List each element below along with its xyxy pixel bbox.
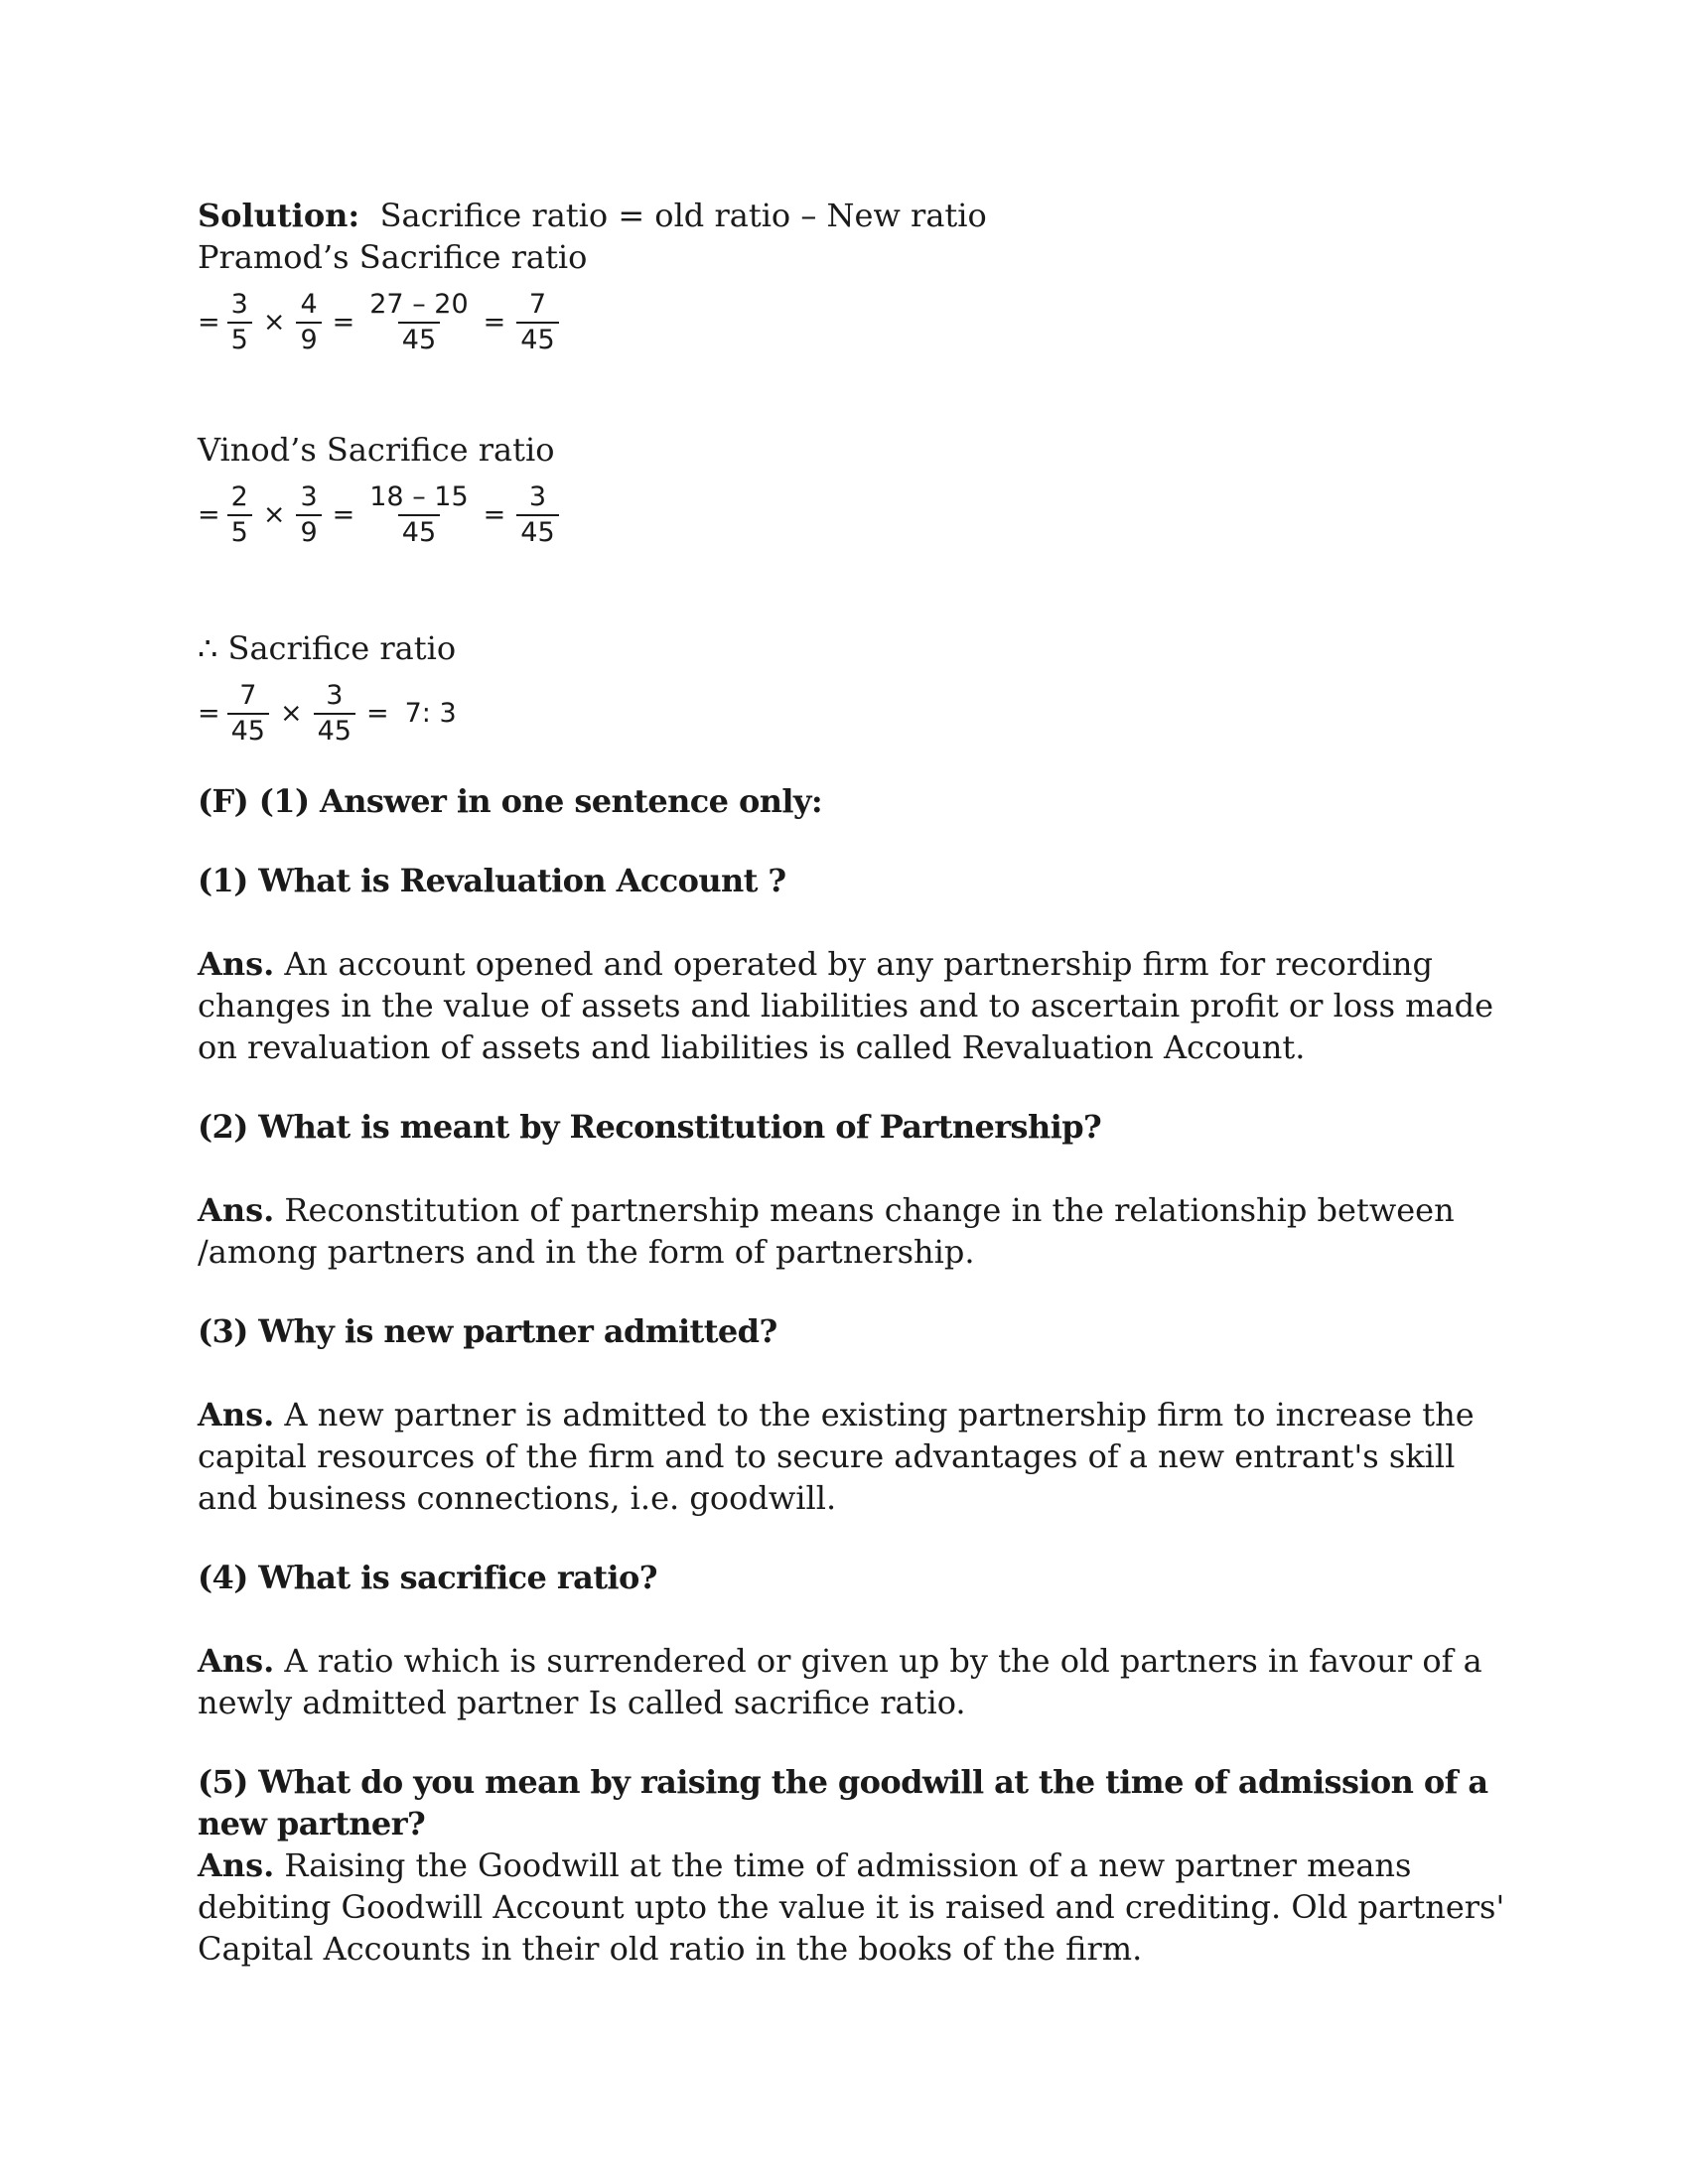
ans-label: Ans. [198,1642,275,1680]
denominator: 45 [398,514,440,550]
denominator: 45 [398,322,440,357]
vinod-heading: Vinod’s Sacrifice ratio [198,431,555,469]
equals-sign: = [365,698,389,729]
equals-sign: = [483,499,506,530]
document-page [198,195,1518,1970]
answer-5 [198,1844,1518,1970]
fraction [365,480,472,550]
answer-text: Reconstitution of partnership means change in the relationship between /among partners and in the form of partnership. [198,1191,1455,1271]
equals-sign: = [198,499,220,530]
solution-formula: Sacrifice ratio = old ratio – New ratio [379,197,987,234]
numerator: 3 [326,680,344,711]
answer-4 [198,1640,1518,1723]
numerator: 4 [300,289,318,320]
vinod-equation [198,471,1518,560]
answer-3 [198,1394,1518,1519]
ans-label: Ans. [198,1846,275,1884]
denominator: 45 [314,713,355,749]
denominator: 5 [227,514,252,550]
fraction [296,288,321,357]
pramod-equation [198,278,1518,367]
answer-text: An account opened and operated by any partnership firm for recording changes in the value of assets and liabilities and to ascertain profit or loss made on revaluation of assets and liabilities is called Revaluation Account. [198,945,1493,1066]
times-sign: × [262,499,286,530]
equals-sign: = [483,307,506,338]
answer-1 [198,943,1518,1068]
numerator: 27 – 20 [369,289,469,320]
fraction [227,679,269,749]
numerator: 7 [528,289,547,320]
solution-label: Solution: [198,197,360,234]
answer-text: A ratio which is surrendered or given up by the old partners in favour of a newly admitted partner Is called sacrifice ratio. [198,1642,1482,1721]
denominator: 5 [227,322,252,357]
times-sign: × [279,698,303,729]
question-5: (5) What do you mean by raising the goodwill at the time of admission of a new partner? [198,1763,1488,1843]
question-4: (4) What is sacrifice ratio? [198,1559,657,1596]
denominator: 9 [296,322,321,357]
denominator: 45 [227,713,269,749]
result-equation [198,669,1518,758]
denominator: 45 [516,322,558,357]
pramod-heading: Pramod’s Sacrifice ratio [198,238,588,276]
solution-line [198,195,1518,236]
equals-sign: = [198,307,220,338]
numerator: 3 [528,481,547,512]
numerator: 2 [230,481,248,512]
answer-text: Raising the Goodwill at the time of admission of a new partner means debiting Goodwill Account upto the value it is raised and crediting. Old partners' Capital Accounts in their old ratio in the books of the firm. [198,1846,1505,1968]
answer-text: A new partner is admitted to the existing partnership firm to increase the capital resources of the firm and to secure advantages of a new entrant's skill and business connections, i.e. goodwill. [198,1396,1475,1517]
fraction [296,480,321,550]
ans-label: Ans. [198,945,275,983]
ans-label: Ans. [198,1396,275,1433]
fraction [227,288,252,357]
numerator: 3 [300,481,318,512]
numerator: 3 [230,289,248,320]
times-sign: × [262,307,286,338]
fraction [516,288,558,357]
numerator: 7 [239,680,257,711]
question-3: (3) Why is new partner admitted? [198,1312,777,1350]
section-f-heading: (F) (1) Answer in one sentence only: [198,782,823,820]
denominator: 45 [516,514,558,550]
answer-2 [198,1189,1518,1273]
equals-sign: = [332,307,355,338]
fraction [227,480,252,550]
fraction [516,480,558,550]
question-1: (1) What is Revaluation Account ? [198,862,786,899]
equals-sign: = [198,698,220,729]
ans-label: Ans. [198,1191,275,1229]
equals-sign: = [332,499,355,530]
denominator: 9 [296,514,321,550]
result-heading: ∴ Sacrifice ratio [198,629,457,667]
fraction [314,679,355,749]
result-ratio: 7: 3 [404,698,457,729]
question-2: (2) What is meant by Reconstitution of Partnership? [198,1108,1102,1146]
numerator: 18 – 15 [369,481,469,512]
fraction [365,288,472,357]
